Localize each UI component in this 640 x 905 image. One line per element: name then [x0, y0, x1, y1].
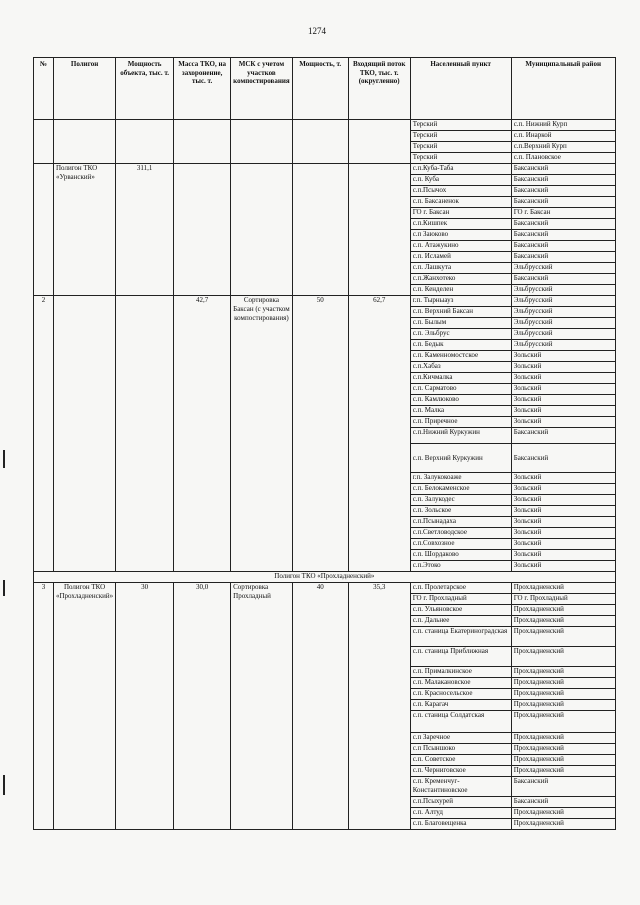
- cell-mass: 42,7: [174, 296, 231, 572]
- cell-district: Прохладненский: [511, 819, 615, 830]
- col-header-capacity: Мощность объекта, тыс. т.: [116, 58, 174, 120]
- cell-polygon: [54, 296, 116, 572]
- cell-settlement: Терский: [410, 120, 511, 131]
- cell-settlement: с.п.Нижний Куркужин: [410, 428, 511, 444]
- cell-district: Прохладненский: [511, 627, 615, 647]
- cell-power: 40: [292, 583, 348, 830]
- cell-settlement: с.п.Светловодское: [410, 528, 511, 539]
- cell-settlement: с.п. Верхний Куркужин: [410, 444, 511, 473]
- cell-settlement: с.п. Малакановское: [410, 678, 511, 689]
- cell-settlement: с.п. Пролетарское: [410, 583, 511, 594]
- cell-settlement: с.п. Черниговское: [410, 766, 511, 777]
- cell-settlement: с.п. Карагач: [410, 700, 511, 711]
- cell-settlement: г.п. Тырныауз: [410, 296, 511, 307]
- cell-district: Зольский: [511, 528, 615, 539]
- cell-district: ГО г. Баксан: [511, 208, 615, 219]
- cell-settlement: с.п. Красносельское: [410, 689, 511, 700]
- cell-district: Баксанский: [511, 274, 615, 285]
- cell-mass: 30,0: [174, 583, 231, 830]
- cell-settlement: Терский: [410, 153, 511, 164]
- cell-settlement: с.п Заречное: [410, 733, 511, 744]
- cell-flow: 35,3: [348, 583, 410, 830]
- section-row: [34, 572, 616, 583]
- cell-district: с.п.Верхний Курп: [511, 142, 615, 153]
- cell-settlement: с.п Псыншоко: [410, 744, 511, 755]
- cell-district: с.п. Нижний Курп: [511, 120, 615, 131]
- cell-settlement: с.п. Прималкинское: [410, 667, 511, 678]
- cell-district: Прохладненский: [511, 711, 615, 733]
- cell-settlement: с.п. Былым: [410, 318, 511, 329]
- cell-num: 3: [34, 583, 54, 830]
- cell-settlement: с.п.Псыхурей: [410, 797, 511, 808]
- cell-settlement: с.п. Эльбрус: [410, 329, 511, 340]
- cell-district: Эльбрусский: [511, 307, 615, 318]
- cell-district: Эльбрусский: [511, 263, 615, 274]
- cell-msk: [231, 120, 293, 164]
- cell-settlement: с.п. Кременчуг-Константиновское: [410, 777, 511, 797]
- col-header-polygon: Полигон: [54, 58, 116, 120]
- cell-district: ГО г. Прохладный: [511, 594, 615, 605]
- cell-settlement: с.п. Малка: [410, 406, 511, 417]
- cell-district: Эльбрусский: [511, 329, 615, 340]
- cell-district: Зольский: [511, 384, 615, 395]
- cell-power: 50: [292, 296, 348, 572]
- cell-district: Прохладненский: [511, 733, 615, 744]
- cell-district: Прохладненский: [511, 766, 615, 777]
- cell-settlement: с.п. станица Приближная: [410, 647, 511, 667]
- cell-district: Зольский: [511, 506, 615, 517]
- cell-district: Зольский: [511, 517, 615, 528]
- scan-mark: [3, 775, 5, 795]
- cell-district: Баксанский: [511, 241, 615, 252]
- cell-settlement: с.п. Советское: [410, 755, 511, 766]
- cell-settlement: с.п. Благовещенка: [410, 819, 511, 830]
- cell-district: Зольский: [511, 395, 615, 406]
- cell-power: [292, 164, 348, 296]
- cell-district: Баксанский: [511, 797, 615, 808]
- cell-district: Прохладненский: [511, 616, 615, 627]
- cell-district: Эльбрусский: [511, 340, 615, 351]
- cell-settlement: с.п.Псынадаха: [410, 517, 511, 528]
- cell-settlement: с.п. Шордаково: [410, 550, 511, 561]
- cell-settlement: г.п. Залукокоаже: [410, 473, 511, 484]
- cell-capacity: [116, 296, 174, 572]
- cell-msk: Сортировка Прохладный: [231, 583, 293, 830]
- cell-settlement: с.п. Ульяновское: [410, 605, 511, 616]
- cell-district: Эльбрусский: [511, 318, 615, 329]
- cell-district: Баксанский: [511, 428, 615, 444]
- data-table: [33, 57, 616, 830]
- cell-settlement: с.п. Белокаменское: [410, 484, 511, 495]
- cell-district: Баксанский: [511, 197, 615, 208]
- cell-district: Зольский: [511, 495, 615, 506]
- cell-district: Прохладненский: [511, 808, 615, 819]
- cell-settlement: с.п. Куба: [410, 175, 511, 186]
- cell-district: Зольский: [511, 484, 615, 495]
- cell-district: Прохладненский: [511, 678, 615, 689]
- cell-district: Прохладненский: [511, 744, 615, 755]
- cell-settlement: ГО г. Прохладный: [410, 594, 511, 605]
- cell-settlement: с.п. Баксаненок: [410, 197, 511, 208]
- cell-polygon: Полигон ТКО «Прохладненский»: [54, 583, 116, 830]
- cell-settlement: с.п. Бедык: [410, 340, 511, 351]
- cell-district: Баксанский: [511, 175, 615, 186]
- cell-district: Прохладненский: [511, 647, 615, 667]
- cell-settlement: с.п. Залукодес: [410, 495, 511, 506]
- cell-district: Баксанский: [511, 777, 615, 797]
- cell-district: Прохладненский: [511, 755, 615, 766]
- cell-district: Прохладненский: [511, 700, 615, 711]
- cell-settlement: с.п.Кичмалка: [410, 373, 511, 384]
- table-row: [34, 296, 616, 307]
- col-header-flow: Входящий поток ТКО, тыс. т. (округленно): [348, 58, 410, 120]
- cell-district: Зольский: [511, 406, 615, 417]
- col-header-num: №: [34, 58, 54, 120]
- cell-polygon: Полигон ТКО «Урванский»: [54, 164, 116, 296]
- cell-flow: [348, 164, 410, 296]
- cell-district: Прохладненский: [511, 689, 615, 700]
- cell-power: [292, 120, 348, 164]
- cell-settlement: ГО г. Баксан: [410, 208, 511, 219]
- cell-settlement: с.п.Псычох: [410, 186, 511, 197]
- cell-settlement: с.п. станица Солдатская: [410, 711, 511, 733]
- cell-district: с.п. Инаркой: [511, 131, 615, 142]
- cell-settlement: с.п. Лашкута: [410, 263, 511, 274]
- cell-msk: [231, 164, 293, 296]
- cell-settlement: с.п. Исламей: [410, 252, 511, 263]
- cell-district: Прохладненский: [511, 667, 615, 678]
- cell-settlement: с.п. станица Екатериноградская: [410, 627, 511, 647]
- cell-settlement: с.п. Атажукино: [410, 241, 511, 252]
- cell-district: Зольский: [511, 561, 615, 572]
- cell-settlement: с.п. Сарматово: [410, 384, 511, 395]
- table-row: [34, 583, 616, 594]
- cell-district: Зольский: [511, 550, 615, 561]
- cell-settlement: Терский: [410, 142, 511, 153]
- cell-settlement: с.п. Приречное: [410, 417, 511, 428]
- cell-district: Зольский: [511, 362, 615, 373]
- cell-settlement: с.п.Кишпек: [410, 219, 511, 230]
- col-header-msk: МСК с учетом участков компостирования: [231, 58, 293, 120]
- cell-district: Баксанский: [511, 164, 615, 175]
- cell-district: Баксанский: [511, 219, 615, 230]
- table-row: [34, 120, 616, 131]
- cell-settlement: с.п. Зольское: [410, 506, 511, 517]
- cell-district: с.п. Плановское: [511, 153, 615, 164]
- cell-settlement: Терский: [410, 131, 511, 142]
- cell-num: [34, 164, 54, 296]
- cell-mass: [174, 120, 231, 164]
- cell-msk: Сортировка Баксан (с участком компостирования): [231, 296, 293, 572]
- cell-settlement: с.п. Кенделен: [410, 285, 511, 296]
- cell-district: Баксанский: [511, 444, 615, 473]
- table-row: [34, 164, 616, 175]
- cell-district: Прохладненский: [511, 583, 615, 594]
- cell-capacity: [116, 120, 174, 164]
- cell-district: Зольский: [511, 473, 615, 484]
- cell-num: 2: [34, 296, 54, 572]
- cell-settlement: с.п Заюково: [410, 230, 511, 241]
- cell-settlement: с.п. Дальнее: [410, 616, 511, 627]
- cell-district: Прохладненский: [511, 605, 615, 616]
- cell-settlement: с.п. Каменномостское: [410, 351, 511, 362]
- cell-flow: 62,7: [348, 296, 410, 572]
- page-number: 1274: [308, 26, 326, 36]
- cell-district: Зольский: [511, 373, 615, 384]
- cell-district: Зольский: [511, 417, 615, 428]
- cell-district: Баксанский: [511, 186, 615, 197]
- cell-settlement: с.п.Куба-Таба: [410, 164, 511, 175]
- cell-settlement: с.п.Хабаз: [410, 362, 511, 373]
- cell-district: Эльбрусский: [511, 296, 615, 307]
- scan-mark: [3, 450, 5, 468]
- col-header-mass: Масса ТКО, на захоронение, тыс. т.: [174, 58, 231, 120]
- col-header-district: Муниципальный район: [511, 58, 615, 120]
- cell-settlement: с.п.Совхозное: [410, 539, 511, 550]
- cell-settlement: с.п. Камлюково: [410, 395, 511, 406]
- cell-settlement: с.п.Жанхотеко: [410, 274, 511, 285]
- cell-num: [34, 120, 54, 164]
- header-row: [34, 58, 616, 120]
- cell-settlement: с.п. Верхний Баксан: [410, 307, 511, 318]
- cell-district: Эльбрусский: [511, 285, 615, 296]
- cell-polygon: [54, 120, 116, 164]
- cell-mass: [174, 164, 231, 296]
- section-title: Полигон ТКО «Прохладненский»: [34, 572, 616, 583]
- scan-mark: [3, 580, 5, 596]
- cell-capacity: 311,1: [116, 164, 174, 296]
- cell-settlement: с.п.Этоко: [410, 561, 511, 572]
- cell-district: Баксанский: [511, 230, 615, 241]
- cell-settlement: с.п. Алтуд: [410, 808, 511, 819]
- cell-district: Зольский: [511, 539, 615, 550]
- cell-flow: [348, 120, 410, 164]
- cell-district: Баксанский: [511, 252, 615, 263]
- cell-district: Зольский: [511, 351, 615, 362]
- col-header-power: Мощность, т.: [292, 58, 348, 120]
- col-header-settlement: Населенный пункт: [410, 58, 511, 120]
- cell-capacity: 30: [116, 583, 174, 830]
